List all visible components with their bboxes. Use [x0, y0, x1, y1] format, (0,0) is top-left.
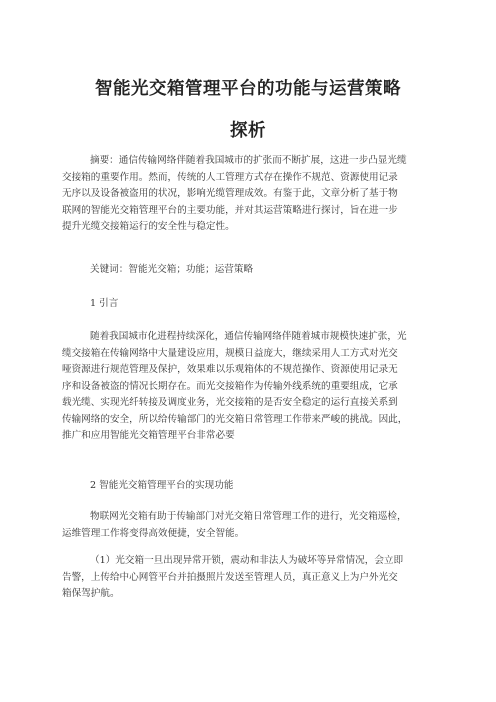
body-line: （1）光交箱一旦出现异常开锁，震动和非法人为破坏等异常情况，会立即	[90, 555, 404, 566]
body-line: 哑资源进行规范管理及保护，效果难以乐观箱体的不规范操作、资源使用记录无	[62, 364, 398, 375]
abstract-line: 摘要：通信传输网络伴随着我国城市的扩张而不断扩展，这进一步凸显光缆	[90, 155, 407, 166]
body-line: 运维管理工作将变得高效便捷，安全智能。	[62, 527, 245, 539]
section-1-heading: 1 引言	[90, 298, 119, 309]
body-line: 物联网光交箱有助于传输部门对光交箱日常管理工作的进行，光交箱巡检，	[90, 511, 407, 522]
body-line: 序和设备被盗的情况长期存在。而光交接箱作为传输外线系统的重要组成，它承	[62, 380, 398, 392]
section-2-intro	[62, 509, 440, 542]
section-2-item-1	[62, 553, 440, 603]
paper-title-line-1: 智能光交箱管理平台的功能与运营策略	[95, 79, 401, 99]
abstract-line: 联网的智能光交箱管理平台的主要功能，并对其运营策略进行探讨，旨在进一步	[62, 204, 398, 216]
abstract-line: 提升光缆交接箱运行的安全性与稳定性。	[62, 221, 235, 232]
section-1-body	[62, 329, 440, 445]
body-line: 缆交接箱在传输网络中大量建设应用，规模日益庞大，继续采用人工方式对光交	[62, 347, 398, 359]
body-line: 推广和应用智能光交箱管理平台非常必要	[62, 430, 235, 441]
body-line: 箱保驾护航。	[62, 588, 120, 599]
body-line: 告警，上传给中心网管平台并拍摄照片发送至管理人员，真正意义上为户外光交	[62, 571, 398, 583]
body-line: 随着我国城市化进程持续深化，通信传输网络伴随着城市规模快速扩张，光	[90, 331, 407, 342]
section-2-heading: 2 智能光交箱管理平台的实现功能	[90, 480, 234, 491]
abstract-line: 交接箱的重要作用。然而，传统的人工管理方式存在操作不规范、资源使用记录	[62, 171, 398, 183]
keywords: 关键词：智能光交箱；功能；运营策略	[90, 264, 254, 275]
body-line: 传输网络的安全，所以给传输部门的光交箱日常管理工作带来严峻的挑战。因此，	[62, 413, 408, 425]
abstract	[62, 153, 440, 236]
body-line: 载光缆、实现光纤转接及调度业务，光交接箱的是否安全稳定的运行直接关系到	[62, 397, 398, 408]
abstract-line: 无序以及设备被盗用的状况，影响光缆管理成效。有鉴于此，文章分析了基于物	[62, 188, 398, 199]
paper-title-line-2: 探析	[230, 121, 266, 141]
